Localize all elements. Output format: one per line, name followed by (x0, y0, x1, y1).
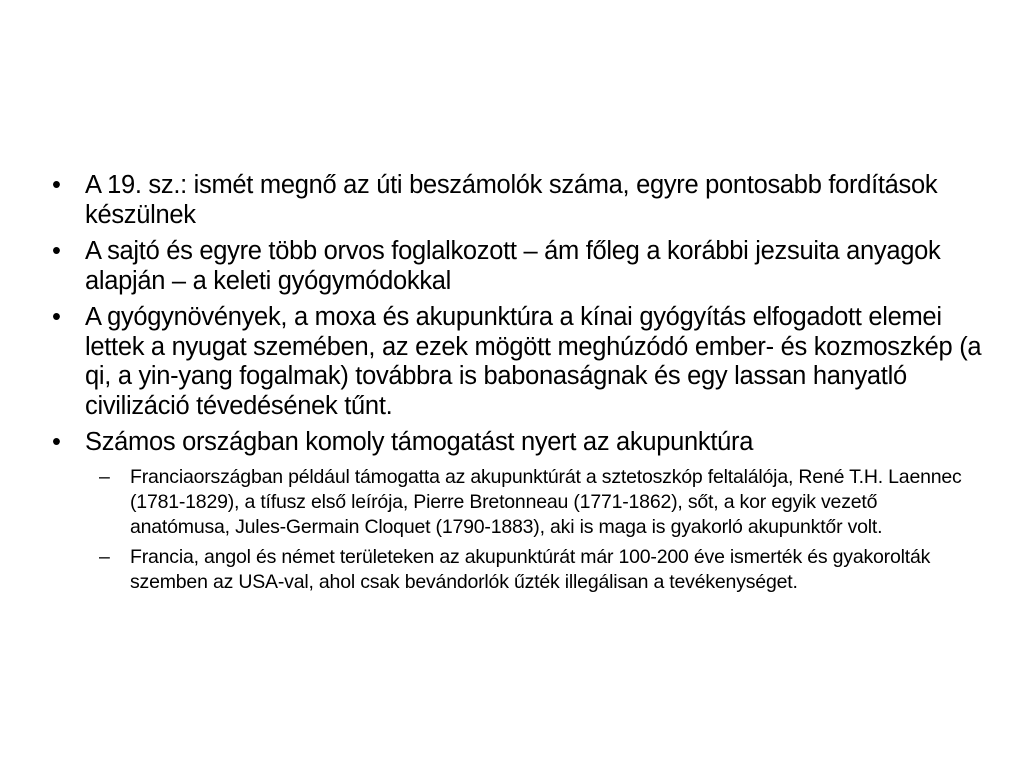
bullet-marker: • (52, 303, 61, 331)
bullet-text: A 19. sz.: ismét megnő az úti beszámolók száma, egyre pontosabb fordítások készülnek (85, 171, 938, 229)
bullet-marker: • (52, 237, 61, 265)
sub-bullet-text: Francia, angol és német területeken az akupunktúrát már 100-200 éve ismerték és gyakorolták szemben az USA-val, ahol csak bevándorlók űzték illegálisan a tevékenységet. (130, 545, 931, 593)
bullet-point-3 (52, 303, 982, 421)
sub-bullet-point-2 (52, 545, 982, 595)
bullet-text: A sajtó és egyre több orvos foglalkozott – ám főleg a korábbi jezsuita anyagok alapján – a keleti gyógymódokkal (85, 237, 941, 295)
sub-bullet-text: Franciaországban például támogatta az akupunktúrát a sztetoszkóp feltalálója, René T.H. Laennec (1781-1829), a tífusz első leírója, Pierre Bretonneau (1771-1862), sőt, a kor egyik vezető anatómusa, Jules-Germain Cloquet (1790-1883), aki is maga is gyakorló akupunktőr volt. (130, 465, 962, 538)
bullet-list (52, 171, 982, 600)
bullet-marker: • (52, 428, 61, 456)
bullet-point-2 (52, 237, 982, 296)
bullet-marker: • (52, 171, 61, 199)
bullet-point-1 (52, 171, 982, 230)
sub-bullet-point-1 (52, 465, 982, 540)
bullet-point-4 (52, 428, 982, 458)
bullet-text: A gyógynövények, a moxa és akupunktúra a kínai gyógyítás elfogadott elemei lettek a nyugat szemében, az ezek mögött meghúzódó ember- és kozmoszkép (a qi, a yin-yang fogalmak) továbbra is babonaságnak és egy lassan hanyatló civilizáció tévedésének tűnt. (85, 303, 982, 420)
sub-bullet-marker: – (99, 465, 110, 488)
sub-bullet-marker: – (99, 545, 110, 568)
bullet-text: Számos országban komoly támogatást nyert az akupunktúra (85, 428, 754, 456)
